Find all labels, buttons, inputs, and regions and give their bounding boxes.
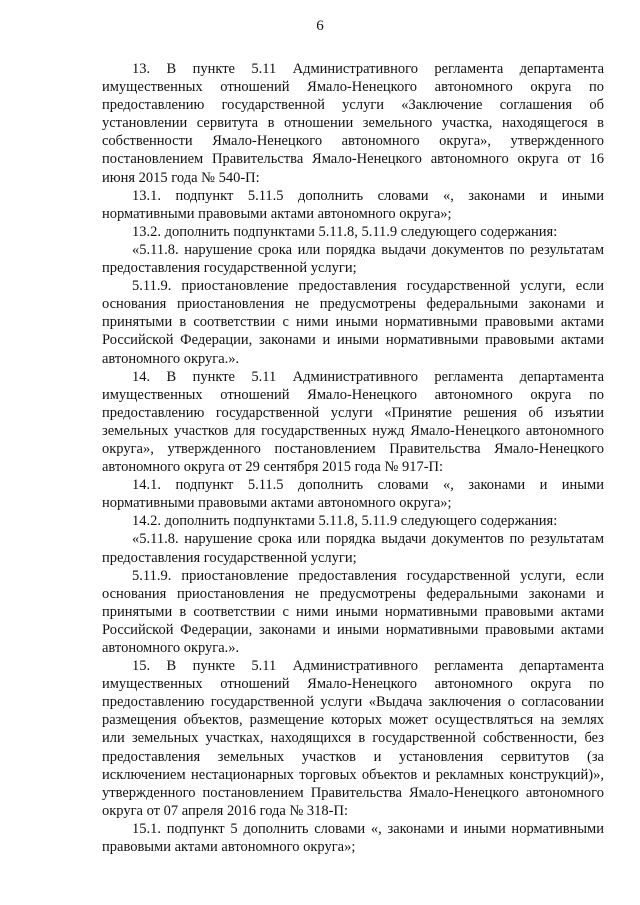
document-body [102, 60, 604, 856]
page-number: 6 [316, 18, 324, 34]
paragraph-14-1: 14.1. подпункт 5.11.5 дополнить словами «, законами и иными нормативными правовыми актами автономного округа»; [102, 477, 604, 512]
paragraph-13: 13. В пункте 5.11 Административного регламента департамента имущественных отношений Ямало-Ненецкого автономного округа по предоставлению государственной услуги «Заключение соглашения об установлении сервитута в отношении земельного участка, находящегося в собственности Ямало-Ненецкого автономного округа», утвержденного постановлением Правительства Ямало-Ненецкого автономного округа от 16 июня 2015 года № 540-П: [102, 61, 604, 186]
paragraph-13-5-11-9: 5.11.9. приостановление предоставления государственной услуги, если основания приостановления не предусмотрены федеральными законами и принятыми в соответствии с ними иными нормативными правовыми актами Российской Федерации, законами и иными нормативными правовыми актами автономного округа.». [102, 278, 604, 367]
paragraph-13-1: 13.1. подпункт 5.11.5 дополнить словами «, законами и иными нормативными правовыми актами автономного округа»; [102, 187, 604, 222]
paragraph-14-5-11-8: «5.11.8. нарушение срока или порядка выдачи документов по результатам предоставления государственной услуги; [102, 531, 604, 566]
paragraph-13-2: 13.2. дополнить подпунктами 5.11.8, 5.11.9 следующего содержания: [132, 223, 558, 240]
paragraph-15: 15. В пункте 5.11 Административного регламента департамента имущественных отношений Ямало-Ненецкого автономного округа по предоставлению государственной услуги «Выдача заключения о согласовании размещения объектов, размещение которых может осуществляться на землях или земельных участках, находящихся в государственной собственности, без предоставления земельных участков и установления сервитутов (за исключением нестационарных торговых объектов и рекламных конструкций)», утвержденного постановлением Правительства Ямало-Ненецкого автономного округа от 07 апреля 2016 года № 318-П: [102, 658, 604, 819]
paragraph-13-5-11-8: «5.11.8. нарушение срока или порядка выдачи документов по результатам предоставления государственной услуги; [102, 241, 604, 277]
paragraph-14-2: 14.2. дополнить подпунктами 5.11.8, 5.11.9 следующего содержания: [132, 513, 558, 530]
paragraph-15-1: 15.1. подпункт 5 дополнить словами «, законами и иными нормативными правовыми актами автономного округа»; [102, 820, 604, 856]
paragraph-14-5-11-9: 5.11.9. приостановление предоставления государственной услуги, если основания приостановления не предусмотрены федеральными законами и принятыми в соответствии с ними иными нормативными правовыми актами Российской Федерации, законами и иными нормативными правовыми актами автономного округа.». [102, 567, 604, 656]
paragraph-14: 14. В пункте 5.11 Административного регламента департамента имущественных отношений Ямало-Ненецкого автономного округа по предоставлению государственной услуги «Принятие решения об изъятии земельных участков для государственных нужд Ямало-Ненецкого автономного округа», утвержденного постановлением Правительства Ямало-Ненецкого автономного округа от 29 сентября 2015 года № 917-П: [102, 368, 604, 476]
